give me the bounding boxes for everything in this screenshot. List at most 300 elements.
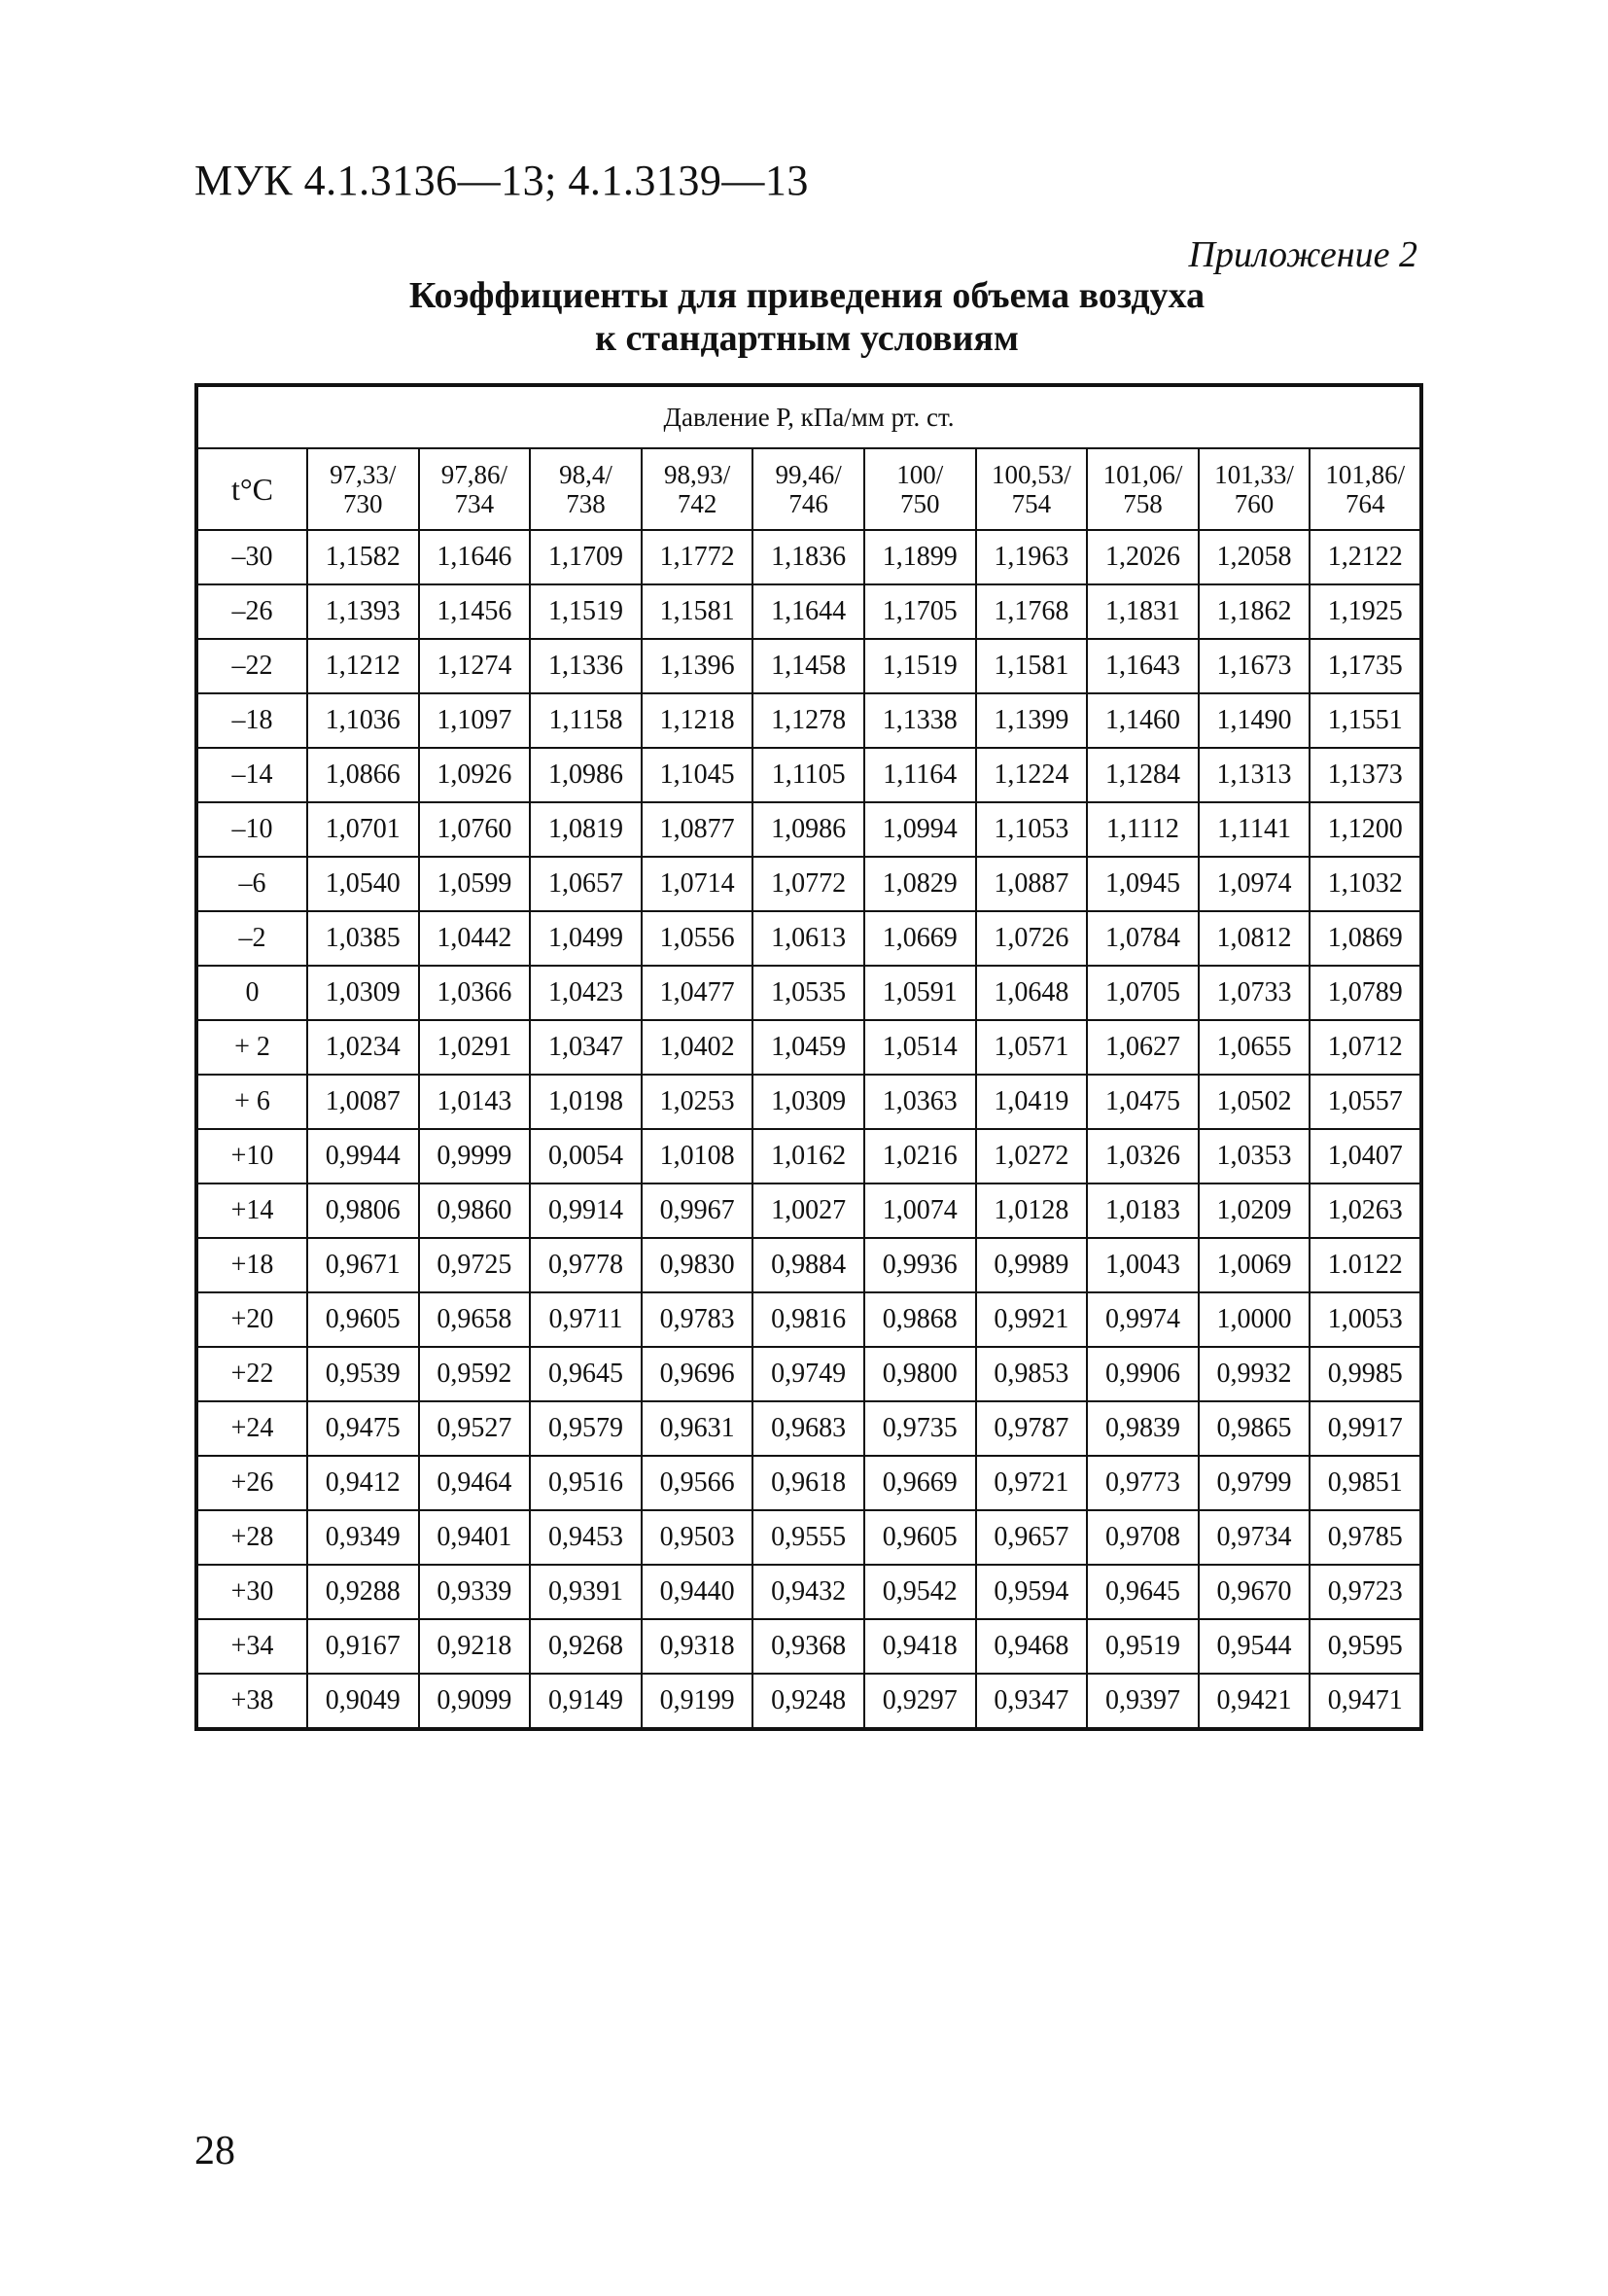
temperature-cell: –26 <box>196 584 307 639</box>
coefficient-cell: 0,9418 <box>864 1619 976 1674</box>
coefficient-cell: 0,9749 <box>752 1347 864 1401</box>
coefficient-cell: 1,1396 <box>642 639 753 693</box>
coefficient-cell: 1,0216 <box>864 1129 976 1183</box>
coefficient-cell: 1,0407 <box>1310 1129 1421 1183</box>
coefficient-cell: 0,9773 <box>1087 1456 1199 1510</box>
coefficient-cell: 1,0712 <box>1310 1020 1421 1075</box>
table-row <box>196 1565 1421 1619</box>
coefficient-cell: 0,9368 <box>752 1619 864 1674</box>
coefficient-cell: 1,1458 <box>752 639 864 693</box>
coefficient-cell: 0,9595 <box>1310 1619 1421 1674</box>
coefficient-cell: 0,9288 <box>307 1565 419 1619</box>
table-row <box>196 1238 1421 1292</box>
coefficient-cell: 1,1772 <box>642 530 753 584</box>
coefficient-cell: 0,9440 <box>642 1565 753 1619</box>
table-row <box>196 1292 1421 1347</box>
coefficient-cell: 0,9967 <box>642 1183 753 1238</box>
coefficient-cell: 1,0074 <box>864 1183 976 1238</box>
temperature-cell: +20 <box>196 1292 307 1347</box>
temperature-cell: +14 <box>196 1183 307 1238</box>
coefficient-cell: 1,1399 <box>976 693 1088 748</box>
coefficient-cell: 1,1646 <box>419 530 531 584</box>
coefficient-cell: 1,1643 <box>1087 639 1199 693</box>
coefficient-cell: 0,9865 <box>1199 1401 1311 1456</box>
table-row <box>196 1183 1421 1238</box>
document-code: МУК 4.1.3136—13; 4.1.3139—13 <box>194 157 809 204</box>
coefficient-cell: 0,9421 <box>1199 1674 1311 1729</box>
coefficient-cell: 1,1831 <box>1087 584 1199 639</box>
coefficient-cell: 0,9921 <box>976 1292 1088 1347</box>
coefficient-cell: 1,1768 <box>976 584 1088 639</box>
coefficient-cell: 1,1581 <box>976 639 1088 693</box>
pressure-column-header <box>419 448 531 530</box>
coefficient-cell: 1,0613 <box>752 911 864 966</box>
coefficient-cell: 0,9605 <box>307 1292 419 1347</box>
temperature-cell: 0 <box>196 966 307 1020</box>
coefficient-cell: 1,1105 <box>752 748 864 802</box>
pressure-kpa: 98,4/ <box>559 460 612 489</box>
table-row <box>196 693 1421 748</box>
coefficient-cell: 1,1862 <box>1199 584 1311 639</box>
coefficient-cell: 1,0419 <box>976 1075 1088 1129</box>
coefficient-cell: 0,9297 <box>864 1674 976 1729</box>
coefficient-cell: 0,9657 <box>976 1510 1088 1565</box>
coefficient-cell: 1,0502 <box>1199 1075 1311 1129</box>
table-row <box>196 584 1421 639</box>
coefficient-cell: 0,9783 <box>642 1292 753 1347</box>
pressure-column-header <box>1087 448 1199 530</box>
coefficient-cell: 1,0442 <box>419 911 531 966</box>
coefficient-cell: 0,9735 <box>864 1401 976 1456</box>
pressure-kpa: 99,46/ <box>775 460 842 489</box>
coefficient-cell: 1,1097 <box>419 693 531 748</box>
pressure-mmhg: 734 <box>454 489 495 518</box>
coefficient-cell: 0,9868 <box>864 1292 976 1347</box>
temperature-cell: +38 <box>196 1674 307 1729</box>
coefficient-cell: 1,1164 <box>864 748 976 802</box>
coefficient-cell: 1,1284 <box>1087 748 1199 802</box>
coefficient-cell: 1,0829 <box>864 857 976 911</box>
coefficient-cell: 0,9544 <box>1199 1619 1311 1674</box>
pressure-mmhg: 746 <box>788 489 828 518</box>
coefficient-cell: 0,9347 <box>976 1674 1088 1729</box>
coefficient-cell: 0,9349 <box>307 1510 419 1565</box>
coefficient-cell: 1,1644 <box>752 584 864 639</box>
table-row <box>196 802 1421 857</box>
coefficient-cell: 1,0655 <box>1199 1020 1311 1075</box>
coefficient-cell: 1,1036 <box>307 693 419 748</box>
temperature-cell: +34 <box>196 1619 307 1674</box>
coefficient-cell: 0,9917 <box>1310 1401 1421 1456</box>
coefficient-cell: 0,9851 <box>1310 1456 1421 1510</box>
coefficient-cell: 0,9785 <box>1310 1510 1421 1565</box>
table-row <box>196 1456 1421 1510</box>
coefficient-cell: 1,0714 <box>642 857 753 911</box>
coefficient-cell: 1,0540 <box>307 857 419 911</box>
coefficient-cell: 1,0556 <box>642 911 753 966</box>
coefficient-cell: 1,0812 <box>1199 911 1311 966</box>
coefficient-cell: 0,9999 <box>419 1129 531 1183</box>
table-row <box>196 857 1421 911</box>
coefficient-cell: 1,0272 <box>976 1129 1088 1183</box>
coefficient-cell: 1,1705 <box>864 584 976 639</box>
coefficient-cell: 0,9989 <box>976 1238 1088 1292</box>
coefficient-cell: 0,9339 <box>419 1565 531 1619</box>
coefficient-cell: 1,1158 <box>530 693 642 748</box>
table-row <box>196 530 1421 584</box>
coefficient-cell: 1,0819 <box>530 802 642 857</box>
coefficients-table <box>194 383 1423 1731</box>
coefficient-cell: 0,9516 <box>530 1456 642 1510</box>
coefficient-cell: 1,1925 <box>1310 584 1421 639</box>
temperature-cell: –14 <box>196 748 307 802</box>
temperature-header: t°C <box>196 448 307 530</box>
coefficient-cell: 1,0760 <box>419 802 531 857</box>
coefficient-cell: 1,0363 <box>864 1075 976 1129</box>
coefficient-cell: 1,0627 <box>1087 1020 1199 1075</box>
temperature-cell: –30 <box>196 530 307 584</box>
coefficient-cell: 0,9412 <box>307 1456 419 1510</box>
coefficient-cell: 1,1278 <box>752 693 864 748</box>
coefficient-cell: 1,0087 <box>307 1075 419 1129</box>
coefficient-cell: 1,0477 <box>642 966 753 1020</box>
coefficient-cell: 1,1899 <box>864 530 976 584</box>
coefficient-cell: 0,9806 <box>307 1183 419 1238</box>
coefficient-cell: 1,0869 <box>1310 911 1421 966</box>
coefficient-cell: 1,0974 <box>1199 857 1311 911</box>
temperature-cell: –18 <box>196 693 307 748</box>
coefficient-cell: 0,9391 <box>530 1565 642 1619</box>
temperature-cell: +18 <box>196 1238 307 1292</box>
pressure-mmhg: 764 <box>1345 489 1385 518</box>
coefficient-cell: 0,9432 <box>752 1565 864 1619</box>
coefficient-cell: 1,0423 <box>530 966 642 1020</box>
coefficient-cell: 1,0994 <box>864 802 976 857</box>
coefficient-cell: 0,9914 <box>530 1183 642 1238</box>
coefficient-cell: 1,0733 <box>1199 966 1311 1020</box>
page-number: 28 <box>194 2129 235 2173</box>
coefficient-cell: 1,1490 <box>1199 693 1311 748</box>
coefficient-cell: 1.0122 <box>1310 1238 1421 1292</box>
temperature-cell: +28 <box>196 1510 307 1565</box>
coefficient-cell: 1,1212 <box>307 639 419 693</box>
coefficient-cell: 1,1032 <box>1310 857 1421 911</box>
coefficient-cell: 1,2058 <box>1199 530 1311 584</box>
coefficient-cell: 1,1200 <box>1310 802 1421 857</box>
coefficient-cell: 1,2026 <box>1087 530 1199 584</box>
coefficient-cell: 1,0234 <box>307 1020 419 1075</box>
coefficient-cell: 0,9542 <box>864 1565 976 1619</box>
pressure-mmhg: 754 <box>1011 489 1052 518</box>
coefficient-cell: 0,9527 <box>419 1401 531 1456</box>
coefficient-cell: 1,1053 <box>976 802 1088 857</box>
appendix-label: Приложение 2 <box>1188 234 1417 275</box>
coefficient-cell: 0,9860 <box>419 1183 531 1238</box>
coefficient-cell: 0,9839 <box>1087 1401 1199 1456</box>
table-row <box>196 1020 1421 1075</box>
coefficient-cell: 0,9566 <box>642 1456 753 1510</box>
title-line-2: к стандартным условиям <box>595 318 1019 359</box>
pressure-kpa: 101,06/ <box>1102 460 1183 489</box>
coefficient-cell: 1,0986 <box>752 802 864 857</box>
coefficient-cell: 1,0591 <box>864 966 976 1020</box>
coefficient-cell: 1,0253 <box>642 1075 753 1129</box>
coefficient-cell: 1,0866 <box>307 748 419 802</box>
coefficient-cell: 0,9594 <box>976 1565 1088 1619</box>
temperature-cell: +26 <box>196 1456 307 1510</box>
table-row <box>196 966 1421 1020</box>
pressure-kpa: 101,86/ <box>1325 460 1406 489</box>
coefficient-cell: 0,9696 <box>642 1347 753 1401</box>
coefficient-cell: 0,9658 <box>419 1292 531 1347</box>
table-body <box>196 530 1421 1729</box>
coefficient-cell: 0,9539 <box>307 1347 419 1401</box>
temperature-cell: –22 <box>196 639 307 693</box>
coefficient-cell: 0,9471 <box>1310 1674 1421 1729</box>
coefficient-cell: 1,1582 <box>307 530 419 584</box>
table-row <box>196 1619 1421 1674</box>
coefficient-cell: 1,1460 <box>1087 693 1199 748</box>
coefficient-cell: 1,0557 <box>1310 1075 1421 1129</box>
pressure-kpa: 97,86/ <box>440 460 508 489</box>
temperature-cell: +10 <box>196 1129 307 1183</box>
coefficient-cell: 0,9475 <box>307 1401 419 1456</box>
coefficient-cell: 1,0705 <box>1087 966 1199 1020</box>
coefficient-cell: 1,0309 <box>752 1075 864 1129</box>
coefficient-cell: 1,1456 <box>419 584 531 639</box>
temperature-cell: + 2 <box>196 1020 307 1075</box>
coefficient-cell: 0,9049 <box>307 1674 419 1729</box>
table-row <box>196 639 1421 693</box>
pressure-column-header <box>642 448 753 530</box>
coefficient-cell: 1,0043 <box>1087 1238 1199 1292</box>
coefficient-cell: 1,1393 <box>307 584 419 639</box>
temperature-cell: –6 <box>196 857 307 911</box>
coefficient-cell: 1,0309 <box>307 966 419 1020</box>
pressure-kpa: 100,53/ <box>991 460 1071 489</box>
coefficient-cell: 1,0209 <box>1199 1183 1311 1238</box>
coefficient-cell: 0,9816 <box>752 1292 864 1347</box>
coefficient-cell: 1,0887 <box>976 857 1088 911</box>
coefficient-cell: 1,1673 <box>1199 639 1311 693</box>
coefficient-cell: 1,0772 <box>752 857 864 911</box>
coefficient-cell: 1,0326 <box>1087 1129 1199 1183</box>
coefficient-cell: 1,0000 <box>1199 1292 1311 1347</box>
pressure-mmhg: 730 <box>343 489 383 518</box>
coefficient-cell: 1,0535 <box>752 966 864 1020</box>
coefficient-cell: 0,9799 <box>1199 1456 1311 1510</box>
table-row <box>196 748 1421 802</box>
coefficient-cell: 0,0054 <box>530 1129 642 1183</box>
coefficient-cell: 1,0183 <box>1087 1183 1199 1238</box>
coefficient-cell: 0,9464 <box>419 1456 531 1510</box>
coefficient-cell: 0,9906 <box>1087 1347 1199 1401</box>
coefficient-cell: 0,9645 <box>1087 1565 1199 1619</box>
coefficient-cell: 1,0514 <box>864 1020 976 1075</box>
coefficient-cell: 1,0069 <box>1199 1238 1311 1292</box>
coefficient-cell: 1,1735 <box>1310 639 1421 693</box>
coefficient-cell: 1,0986 <box>530 748 642 802</box>
table-row <box>196 1075 1421 1129</box>
pressure-column-header <box>530 448 642 530</box>
temperature-cell: + 6 <box>196 1075 307 1129</box>
coefficient-cell: 1,0402 <box>642 1020 753 1075</box>
coefficient-cell: 0,9099 <box>419 1674 531 1729</box>
coefficient-cell: 1,1045 <box>642 748 753 802</box>
coefficient-cell: 0,9503 <box>642 1510 753 1565</box>
coefficient-cell: 1,0784 <box>1087 911 1199 966</box>
coefficient-cell: 0,9397 <box>1087 1674 1199 1729</box>
coefficient-cell: 1,0926 <box>419 748 531 802</box>
coefficient-cell: 0,9268 <box>530 1619 642 1674</box>
page-title <box>194 274 1419 360</box>
coefficient-cell: 0,9592 <box>419 1347 531 1401</box>
coefficient-cell: 0,9669 <box>864 1456 976 1510</box>
coefficient-cell: 1,0945 <box>1087 857 1199 911</box>
coefficient-cell: 1,1313 <box>1199 748 1311 802</box>
coefficient-cell: 1,1112 <box>1087 802 1199 857</box>
pressure-group-header: Давление Р, кПа/мм рт. ст. <box>196 385 1421 448</box>
pressure-column-header <box>1310 448 1421 530</box>
coefficient-cell: 0,9671 <box>307 1238 419 1292</box>
coefficient-cell: 1,0263 <box>1310 1183 1421 1238</box>
coefficient-cell: 1,0385 <box>307 911 419 966</box>
coefficient-cell: 0,9725 <box>419 1238 531 1292</box>
coefficient-cell: 1,1373 <box>1310 748 1421 802</box>
coefficient-cell: 0,9248 <box>752 1674 864 1729</box>
table-row <box>196 1401 1421 1456</box>
coefficient-cell: 1,1519 <box>864 639 976 693</box>
pressure-mmhg: 750 <box>900 489 940 518</box>
coefficient-cell: 1,0366 <box>419 966 531 1020</box>
pressure-kpa: 100/ <box>896 460 944 489</box>
coefficient-cell: 0,9401 <box>419 1510 531 1565</box>
coefficient-cell: 1,2122 <box>1310 530 1421 584</box>
coefficient-cell: 0,9683 <box>752 1401 864 1456</box>
coefficient-cell: 1,1274 <box>419 639 531 693</box>
temperature-cell: –10 <box>196 802 307 857</box>
coefficient-cell: 1,0669 <box>864 911 976 966</box>
coefficient-cell: 1,0789 <box>1310 966 1421 1020</box>
coefficient-cell: 0,9723 <box>1310 1565 1421 1619</box>
coefficient-cell: 1,1218 <box>642 693 753 748</box>
pressure-kpa: 101,33/ <box>1214 460 1294 489</box>
coefficient-cell: 0,9519 <box>1087 1619 1199 1674</box>
coefficient-cell: 0,9974 <box>1087 1292 1199 1347</box>
coefficient-cell: 0,9468 <box>976 1619 1088 1674</box>
coefficient-cell: 1,0648 <box>976 966 1088 1020</box>
coefficient-cell: 1,0108 <box>642 1129 753 1183</box>
coefficient-cell: 0,9453 <box>530 1510 642 1565</box>
coefficient-cell: 1,1224 <box>976 748 1088 802</box>
coefficient-cell: 1,1141 <box>1199 802 1311 857</box>
pressure-mmhg: 742 <box>677 489 717 518</box>
coefficient-cell: 1,0143 <box>419 1075 531 1129</box>
coefficient-cell: 1,0701 <box>307 802 419 857</box>
coefficient-cell: 0,9318 <box>642 1619 753 1674</box>
pressure-kpa: 97,33/ <box>330 460 397 489</box>
coefficient-cell: 0,9734 <box>1199 1510 1311 1565</box>
temperature-cell: +22 <box>196 1347 307 1401</box>
pressure-mmhg: 758 <box>1123 489 1163 518</box>
coefficient-cell: 0,9778 <box>530 1238 642 1292</box>
table-row <box>196 1674 1421 1729</box>
coefficient-cell: 0,9670 <box>1199 1565 1311 1619</box>
pressure-mmhg: 760 <box>1234 489 1275 518</box>
coefficient-cell: 0,9149 <box>530 1674 642 1729</box>
coefficient-cell: 1,0571 <box>976 1020 1088 1075</box>
coefficient-cell: 1,0657 <box>530 857 642 911</box>
coefficient-cell: 0,9555 <box>752 1510 864 1565</box>
coefficient-cell: 0,9631 <box>642 1401 753 1456</box>
coefficient-cell: 0,9711 <box>530 1292 642 1347</box>
temperature-cell: –2 <box>196 911 307 966</box>
coefficient-cell: 0,9167 <box>307 1619 419 1674</box>
pressure-column-header <box>976 448 1088 530</box>
coefficient-cell: 0,9579 <box>530 1401 642 1456</box>
coefficient-cell: 0,9884 <box>752 1238 864 1292</box>
coefficient-cell: 0,9199 <box>642 1674 753 1729</box>
coefficient-cell: 1,0162 <box>752 1129 864 1183</box>
table-row <box>196 1510 1421 1565</box>
pressure-column-header <box>864 448 976 530</box>
pressure-column-header <box>752 448 864 530</box>
coefficient-cell: 1,1963 <box>976 530 1088 584</box>
coefficient-cell: 0,9800 <box>864 1347 976 1401</box>
temperature-cell: +24 <box>196 1401 307 1456</box>
coefficient-cell: 1,1338 <box>864 693 976 748</box>
coefficient-cell: 1,0347 <box>530 1020 642 1075</box>
coefficient-cell: 1,0027 <box>752 1183 864 1238</box>
coefficient-cell: 1,0475 <box>1087 1075 1199 1129</box>
coefficient-cell: 0,9645 <box>530 1347 642 1401</box>
coefficient-cell: 1,1581 <box>642 584 753 639</box>
coefficient-cell: 0,9853 <box>976 1347 1088 1401</box>
pressure-mmhg: 738 <box>566 489 606 518</box>
coefficient-cell: 1,1519 <box>530 584 642 639</box>
coefficient-cell: 0,9830 <box>642 1238 753 1292</box>
coefficient-cell: 1,0353 <box>1199 1129 1311 1183</box>
title-line-1: Коэффициенты для приведения объема воздуха <box>408 275 1206 316</box>
coefficient-cell: 0,9985 <box>1310 1347 1421 1401</box>
coefficient-cell: 0,9618 <box>752 1456 864 1510</box>
coefficient-cell: 1,0128 <box>976 1183 1088 1238</box>
coefficient-cell: 0,9605 <box>864 1510 976 1565</box>
coefficient-cell: 1,0726 <box>976 911 1088 966</box>
pressure-column-header <box>1199 448 1311 530</box>
coefficient-cell: 1,1336 <box>530 639 642 693</box>
coefficient-cell: 1,1709 <box>530 530 642 584</box>
coefficient-cell: 1,1551 <box>1310 693 1421 748</box>
coefficient-cell: 1,0877 <box>642 802 753 857</box>
coefficient-cell: 0,9944 <box>307 1129 419 1183</box>
coefficient-cell: 0,9936 <box>864 1238 976 1292</box>
coefficient-cell: 0,9932 <box>1199 1347 1311 1401</box>
table-row <box>196 911 1421 966</box>
coefficient-cell: 1,0459 <box>752 1020 864 1075</box>
coefficient-cell: 1,0053 <box>1310 1292 1421 1347</box>
coefficient-cell: 0,9218 <box>419 1619 531 1674</box>
coefficient-cell: 1,0291 <box>419 1020 531 1075</box>
coefficient-cell: 0,9708 <box>1087 1510 1199 1565</box>
temperature-cell: +30 <box>196 1565 307 1619</box>
coefficient-cell: 1,0599 <box>419 857 531 911</box>
coefficient-cell: 1,0499 <box>530 911 642 966</box>
coefficient-cell: 0,9721 <box>976 1456 1088 1510</box>
pressure-kpa: 98,93/ <box>663 460 731 489</box>
coefficient-cell: 1,1836 <box>752 530 864 584</box>
table-row <box>196 1347 1421 1401</box>
